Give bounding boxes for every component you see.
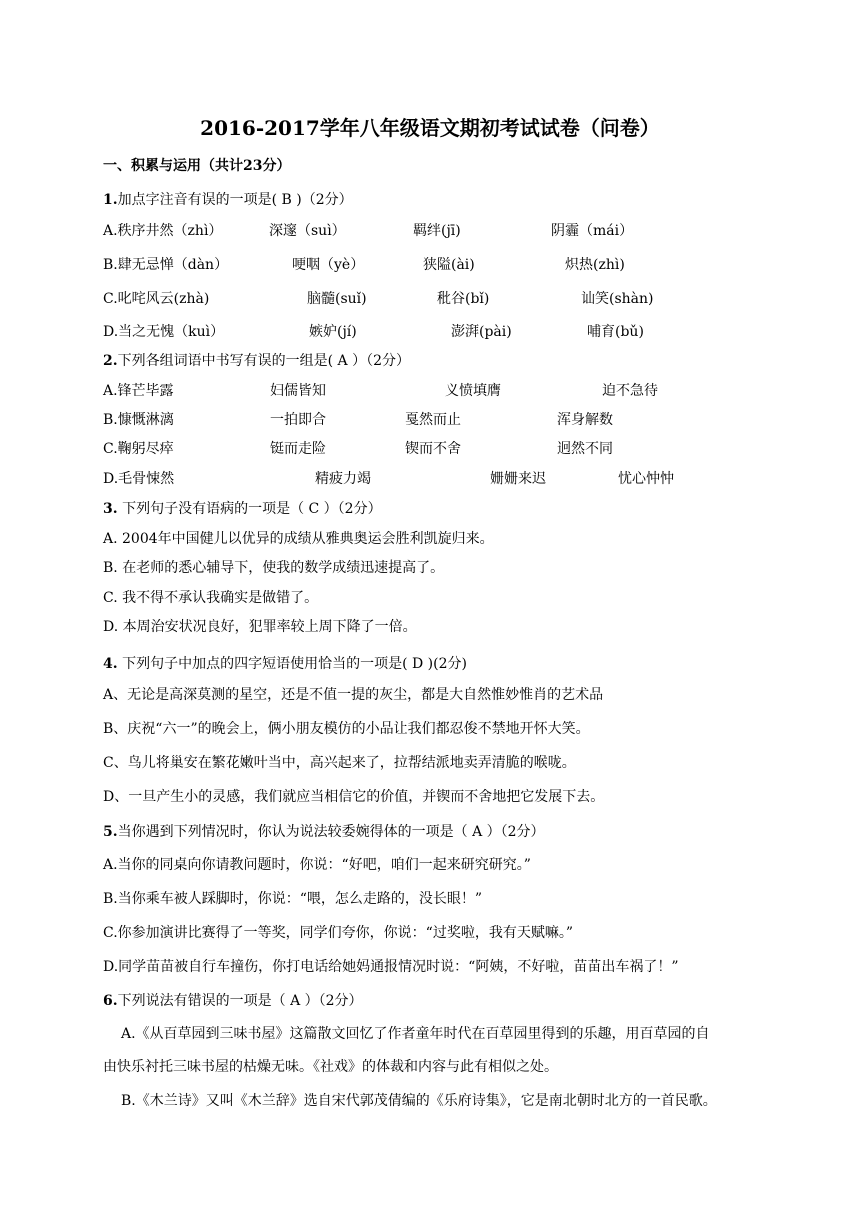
q6-option-a-line1: A.《从百草园到三味书屋》这篇散文回忆了作者童年时代在百草园里得到的乐趣，用百草园的自 — [121, 1026, 710, 1042]
question-6-stem — [103, 992, 363, 1010]
q2-b-col2: 一拍即合 — [270, 412, 326, 428]
q1-a-col3: 羁绊(jī) — [413, 223, 461, 239]
question-text: 下列各组词语中书写有误的一组是( A ）（2分） — [117, 353, 411, 369]
question-3-stem — [103, 500, 382, 518]
q1-d-col4: 哺育(bǔ) — [587, 324, 644, 340]
question-5-stem — [103, 823, 545, 841]
q5-option-b: B.当你乘车被人踩脚时，你说：“喂，怎么走路的，没长眼！” — [103, 891, 483, 907]
q1-d-col1: D.当之无愧（kuì） — [103, 324, 225, 340]
q2-a-col1: A.锋芒毕露 — [103, 383, 174, 399]
q1-c-col4: 讪笑(shàn) — [581, 291, 654, 307]
page-title: 2016-2017学年八年级语文期初考试试卷（问卷） — [200, 116, 660, 140]
q1-c-col1: C.叱咤风云(zhà) — [103, 291, 210, 307]
question-text: 下列句子没有语病的一项是（ C ）（2分） — [117, 501, 382, 517]
q2-a-col4: 迫不急待 — [602, 383, 658, 399]
question-number: 4. — [103, 656, 118, 672]
q2-c-col1: C.鞠躬尽瘁 — [103, 441, 174, 457]
q3-option-a: A. 2004年中国健儿以优异的成绩从雅典奥运会胜利凯旋归来。 — [103, 531, 494, 547]
q2-d-col3: 姗姗来迟 — [490, 471, 546, 487]
question-text: 加点字注音有误的一项是( B )（2分） — [117, 192, 353, 208]
q1-d-col3: 澎湃(pài) — [451, 324, 512, 340]
q2-a-col2: 妇儒皆知 — [270, 383, 326, 399]
question-1-stem — [103, 191, 353, 209]
q2-a-col3: 义愤填膺 — [445, 383, 501, 399]
q1-a-col4: 阴霾（mái） — [551, 223, 634, 239]
q4-option-d: D、一旦产生小的灵感，我们就应当相信它的价值，并锲而不舍地把它发展下去。 — [103, 789, 605, 805]
q1-b-col2: 哽咽（yè） — [292, 257, 365, 273]
question-2-stem — [103, 352, 410, 370]
q4-option-a: A、无论是高深莫测的星空，还是不值一提的灰尘，都是大自然惟妙惟肖的艺术品 — [103, 687, 604, 703]
q5-option-d: D.同学苗苗被自行车撞伤，你打电话给她妈通报情况时说：“阿姨，不好啦，苗苗出车祸了！” — [103, 959, 679, 975]
question-text: 当你遇到下列情况时，你认为说法较委婉得体的一项是（ A ）（2分） — [117, 824, 545, 840]
q1-b-col4: 炽热(zhì) — [565, 257, 625, 273]
q3-option-d: D. 本周治安状况良好，犯罪率较上周下降了一倍。 — [103, 619, 417, 635]
q5-option-c: C.你参加演讲比赛得了一等奖，同学们夸你，你说：“过奖啦，我有天赋嘛。” — [103, 925, 573, 941]
question-number: 6. — [103, 993, 118, 1009]
q2-c-col2: 铤而走险 — [270, 441, 326, 457]
q2-d-col4: 忧心忡忡 — [618, 471, 674, 487]
question-4-stem — [103, 655, 467, 673]
q2-d-col2: 精疲力竭 — [315, 471, 371, 487]
q1-a-col1: A.秩序井然（zhì） — [103, 223, 223, 239]
q1-a-col2: 深邃（suì） — [269, 223, 346, 239]
q2-b-col1: B.慷慨淋漓 — [103, 412, 174, 428]
q2-d-col1: D.毛骨悚然 — [103, 471, 175, 487]
q1-c-col3: 秕谷(bǐ) — [437, 291, 490, 307]
q3-option-b: B. 在老师的悉心辅导下，使我的数学成绩迅速提高了。 — [103, 560, 445, 576]
q2-b-col3: 戛然而止 — [405, 412, 461, 428]
q6-option-a-line2: 由快乐衬托三味书屋的枯燥无味。《社戏》的体裁和内容与此有相似之处。 — [103, 1059, 558, 1075]
q1-b-col3: 狭隘(ài) — [423, 257, 475, 273]
question-text: 下列句子中加点的四字短语使用恰当的一项是( D )(2分) — [117, 656, 467, 672]
q4-option-c: C、鸟儿将巢安在繁花嫩叶当中，高兴起来了，拉帮结派地卖弄清脆的喉咙。 — [103, 755, 576, 771]
section-heading: 一、积累与运用（共计23分） — [103, 158, 291, 174]
q2-c-col4: 迥然不同 — [557, 441, 613, 457]
question-text: 下列说法有错误的一项是（ A ）（2分） — [117, 993, 363, 1009]
question-number: 3. — [103, 501, 118, 517]
q5-option-a: A.当你的同桌向你请教问题时，你说：“好吧，咱们一起来研究研究。” — [103, 857, 531, 873]
q6-option-b-line1: B.《木兰诗》又叫《木兰辞》选自宋代郭茂倩编的《乐府诗集》，它是南北朝时北方的一首民歌。 — [121, 1093, 717, 1109]
question-number: 2. — [103, 353, 118, 369]
q4-option-b: B、庆祝“六一”的晚会上，俩小朋友模仿的小品让我们都忍俊不禁地开怀大笑。 — [103, 721, 590, 737]
q1-b-col1: B.肆无忌惮（dàn） — [103, 257, 229, 273]
q1-c-col2: 脑髓(suǐ) — [307, 291, 367, 307]
q3-option-c: C. 我不得不承认我确实是做错了。 — [103, 590, 319, 606]
question-number: 5. — [103, 824, 118, 840]
q2-b-col4: 浑身解数 — [557, 412, 613, 428]
q1-d-col2: 嫉妒(jí) — [309, 324, 357, 340]
question-number: 1. — [103, 192, 118, 208]
q2-c-col3: 锲而不舍 — [405, 441, 461, 457]
